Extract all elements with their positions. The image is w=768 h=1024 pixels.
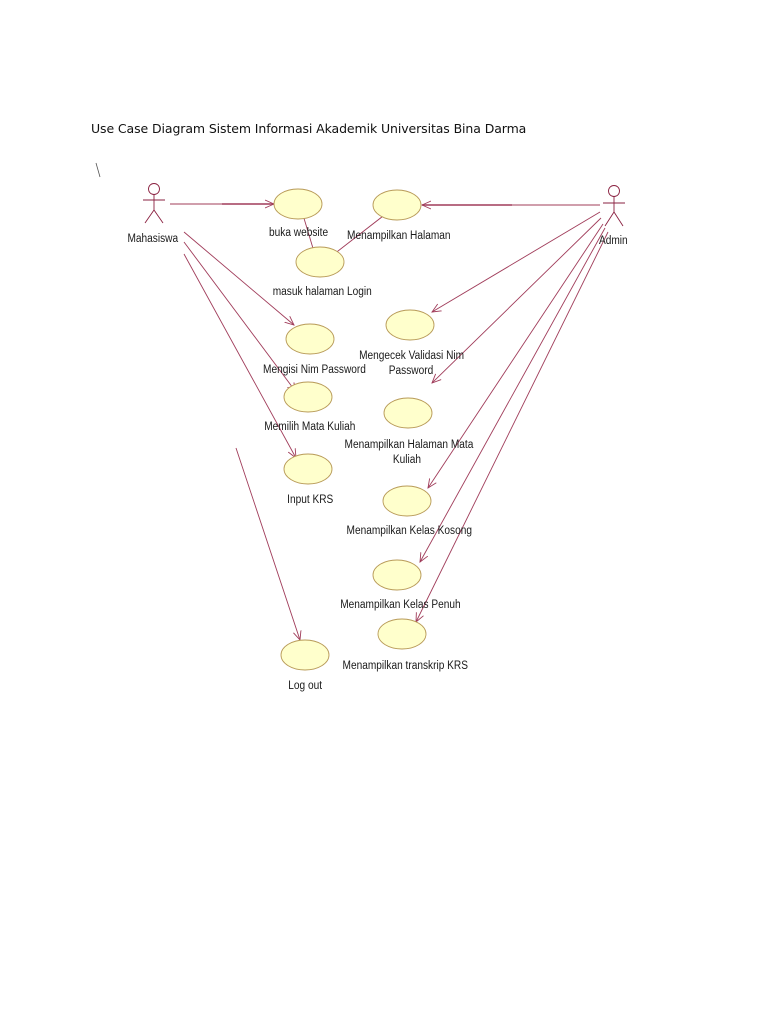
usecase-transkrip-label: Menampilkan transkrip KRS <box>342 660 468 672</box>
usecase-input-krs-label: Input KRS <box>287 494 334 506</box>
actor-mahasiswa-label: Mahasiswa <box>127 233 179 245</box>
usecase-masuk-login[interactable] <box>296 247 344 277</box>
usecase-masuk-login-label: masuk halaman Login <box>272 286 372 298</box>
usecase-input-krs[interactable] <box>284 454 332 484</box>
usecase-menampilkan-mk-label-2: Kuliah <box>392 454 422 466</box>
assoc-admin-mengecek-validasi <box>432 212 600 312</box>
usecase-menampilkan-halaman-label: Menampilkan Halaman <box>347 230 451 242</box>
stray-mark <box>96 163 100 177</box>
usecase-kelas-kosong-label: Menampilkan Kelas Kosong <box>346 525 473 537</box>
usecase-mengecek-validasi-label-2: Password <box>388 365 434 377</box>
assoc-admin-transkrip <box>416 232 608 622</box>
usecase-kelas-kosong[interactable] <box>383 486 431 516</box>
usecase-memilih-mk-label: Memilih Mata Kuliah <box>264 421 356 433</box>
usecase-log-out[interactable] <box>281 640 329 670</box>
usecase-mengecek-validasi-label-1: Mengecek Validasi Nim <box>359 350 465 362</box>
usecase-mengisi-nim[interactable] <box>286 324 334 354</box>
usecase-menampilkan-halaman[interactable] <box>373 190 421 220</box>
usecase-kelas-penuh-label: Menampilkan Kelas Penuh <box>340 599 461 611</box>
usecase-buka-website[interactable] <box>274 189 322 219</box>
usecase-menampilkan-mk-label-1: Menampilkan Halaman Mata <box>344 439 474 451</box>
usecase-log-out-label: Log out <box>288 680 323 692</box>
usecase-buka-website-label: buka website <box>269 227 329 239</box>
page-title: Use Case Diagram Sistem Informasi Akademik Universitas Bina Darma <box>91 121 527 136</box>
actor-mahasiswa-figure[interactable] <box>143 184 165 224</box>
assoc-mahasiswa-mengisi-nim <box>184 232 294 325</box>
usecase-memilih-mk[interactable] <box>284 382 332 412</box>
usecase-mengecek-validasi[interactable] <box>386 310 434 340</box>
actor-admin-label: Admin <box>598 235 628 247</box>
assoc-admin-kelas-penuh <box>420 228 605 562</box>
actor-admin-figure[interactable] <box>603 186 625 227</box>
usecase-kelas-penuh[interactable] <box>373 560 421 590</box>
usecase-transkrip[interactable] <box>378 619 426 649</box>
usecase-mengisi-nim-label: Mengisi Nim Password <box>263 364 366 376</box>
usecase-menampilkan-mk[interactable] <box>384 398 432 428</box>
